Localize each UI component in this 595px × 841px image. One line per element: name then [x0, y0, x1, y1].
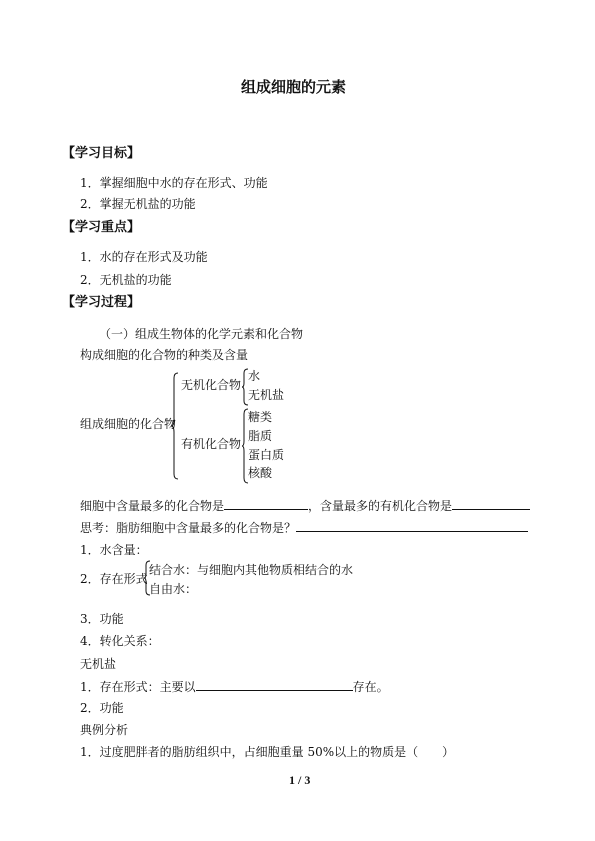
tree-organic-item: 核酸 — [248, 466, 273, 480]
most-organic-text: ，含量最多的有机化合物是 — [308, 499, 453, 513]
answer-blank[interactable] — [452, 498, 530, 510]
section-key-points: 【学习重点】 — [62, 220, 141, 235]
objective-item: 1．掌握细胞中水的存在形式、功能 — [80, 176, 268, 190]
function-label: 3．功能 — [80, 612, 124, 626]
tree-inorganic-item: 水 — [248, 369, 261, 383]
salt-heading: 无机盐 — [80, 657, 117, 671]
answer-blank[interactable] — [196, 679, 353, 691]
key-point-item: 2．无机盐的功能 — [80, 273, 172, 287]
key-point-item: 1．水的存在形式及功能 — [80, 250, 208, 264]
water-content: 1．水含量： — [80, 543, 148, 557]
salt-form-suffix: 存在。 — [352, 680, 389, 694]
tree-inorganic-item: 无机盐 — [248, 388, 285, 402]
example-heading: 典例分析 — [80, 723, 129, 737]
page-number: 1 / 3 — [289, 773, 311, 787]
conversion-label: 4．转化关系： — [80, 634, 160, 648]
example-question: 1．过度肥胖者的脂肪组织中，占细胞重量 50%以上的物质是（ ） — [80, 745, 455, 759]
big-brace — [170, 372, 180, 480]
tree-organic: 有机化合物 — [181, 437, 242, 451]
salt-form-text: 1．存在形式：主要以 — [80, 680, 196, 694]
bound-water: 结合水：与细胞内其他物质相结合的水 — [149, 563, 354, 577]
think-line — [80, 520, 528, 535]
salt-function: 2．功能 — [80, 701, 124, 715]
process-subheading: （一）组成生物体的化学元素和化合物 — [99, 327, 304, 341]
tree-inorganic: 无机化合物 — [181, 378, 242, 392]
page-title: 组成细胞的元素 — [241, 78, 347, 96]
most-compound-line — [80, 498, 530, 513]
most-compound-text: 细胞中含量最多的化合物是 — [80, 499, 225, 513]
tree-organic-item: 脂质 — [248, 429, 273, 443]
answer-blank[interactable] — [224, 498, 308, 510]
tree-root: 组成细胞的化合物 — [80, 417, 177, 431]
think-text: 思考：脂肪细胞中含量最多的化合物是？ — [80, 521, 297, 535]
salt-form-line — [80, 679, 389, 694]
tree-organic-item: 糖类 — [248, 410, 273, 424]
section-process: 【学习过程】 — [62, 295, 141, 310]
answer-blank[interactable] — [296, 520, 528, 532]
section-objectives: 【学习目标】 — [62, 146, 141, 161]
tree-organic-item: 蛋白质 — [248, 448, 285, 462]
form-label: 2．存在形式 — [80, 572, 148, 586]
objective-item: 2．掌握无机盐的功能 — [80, 197, 196, 211]
process-intro: 构成细胞的化合物的种类及含量 — [80, 348, 249, 362]
free-water: 自由水： — [149, 582, 198, 596]
